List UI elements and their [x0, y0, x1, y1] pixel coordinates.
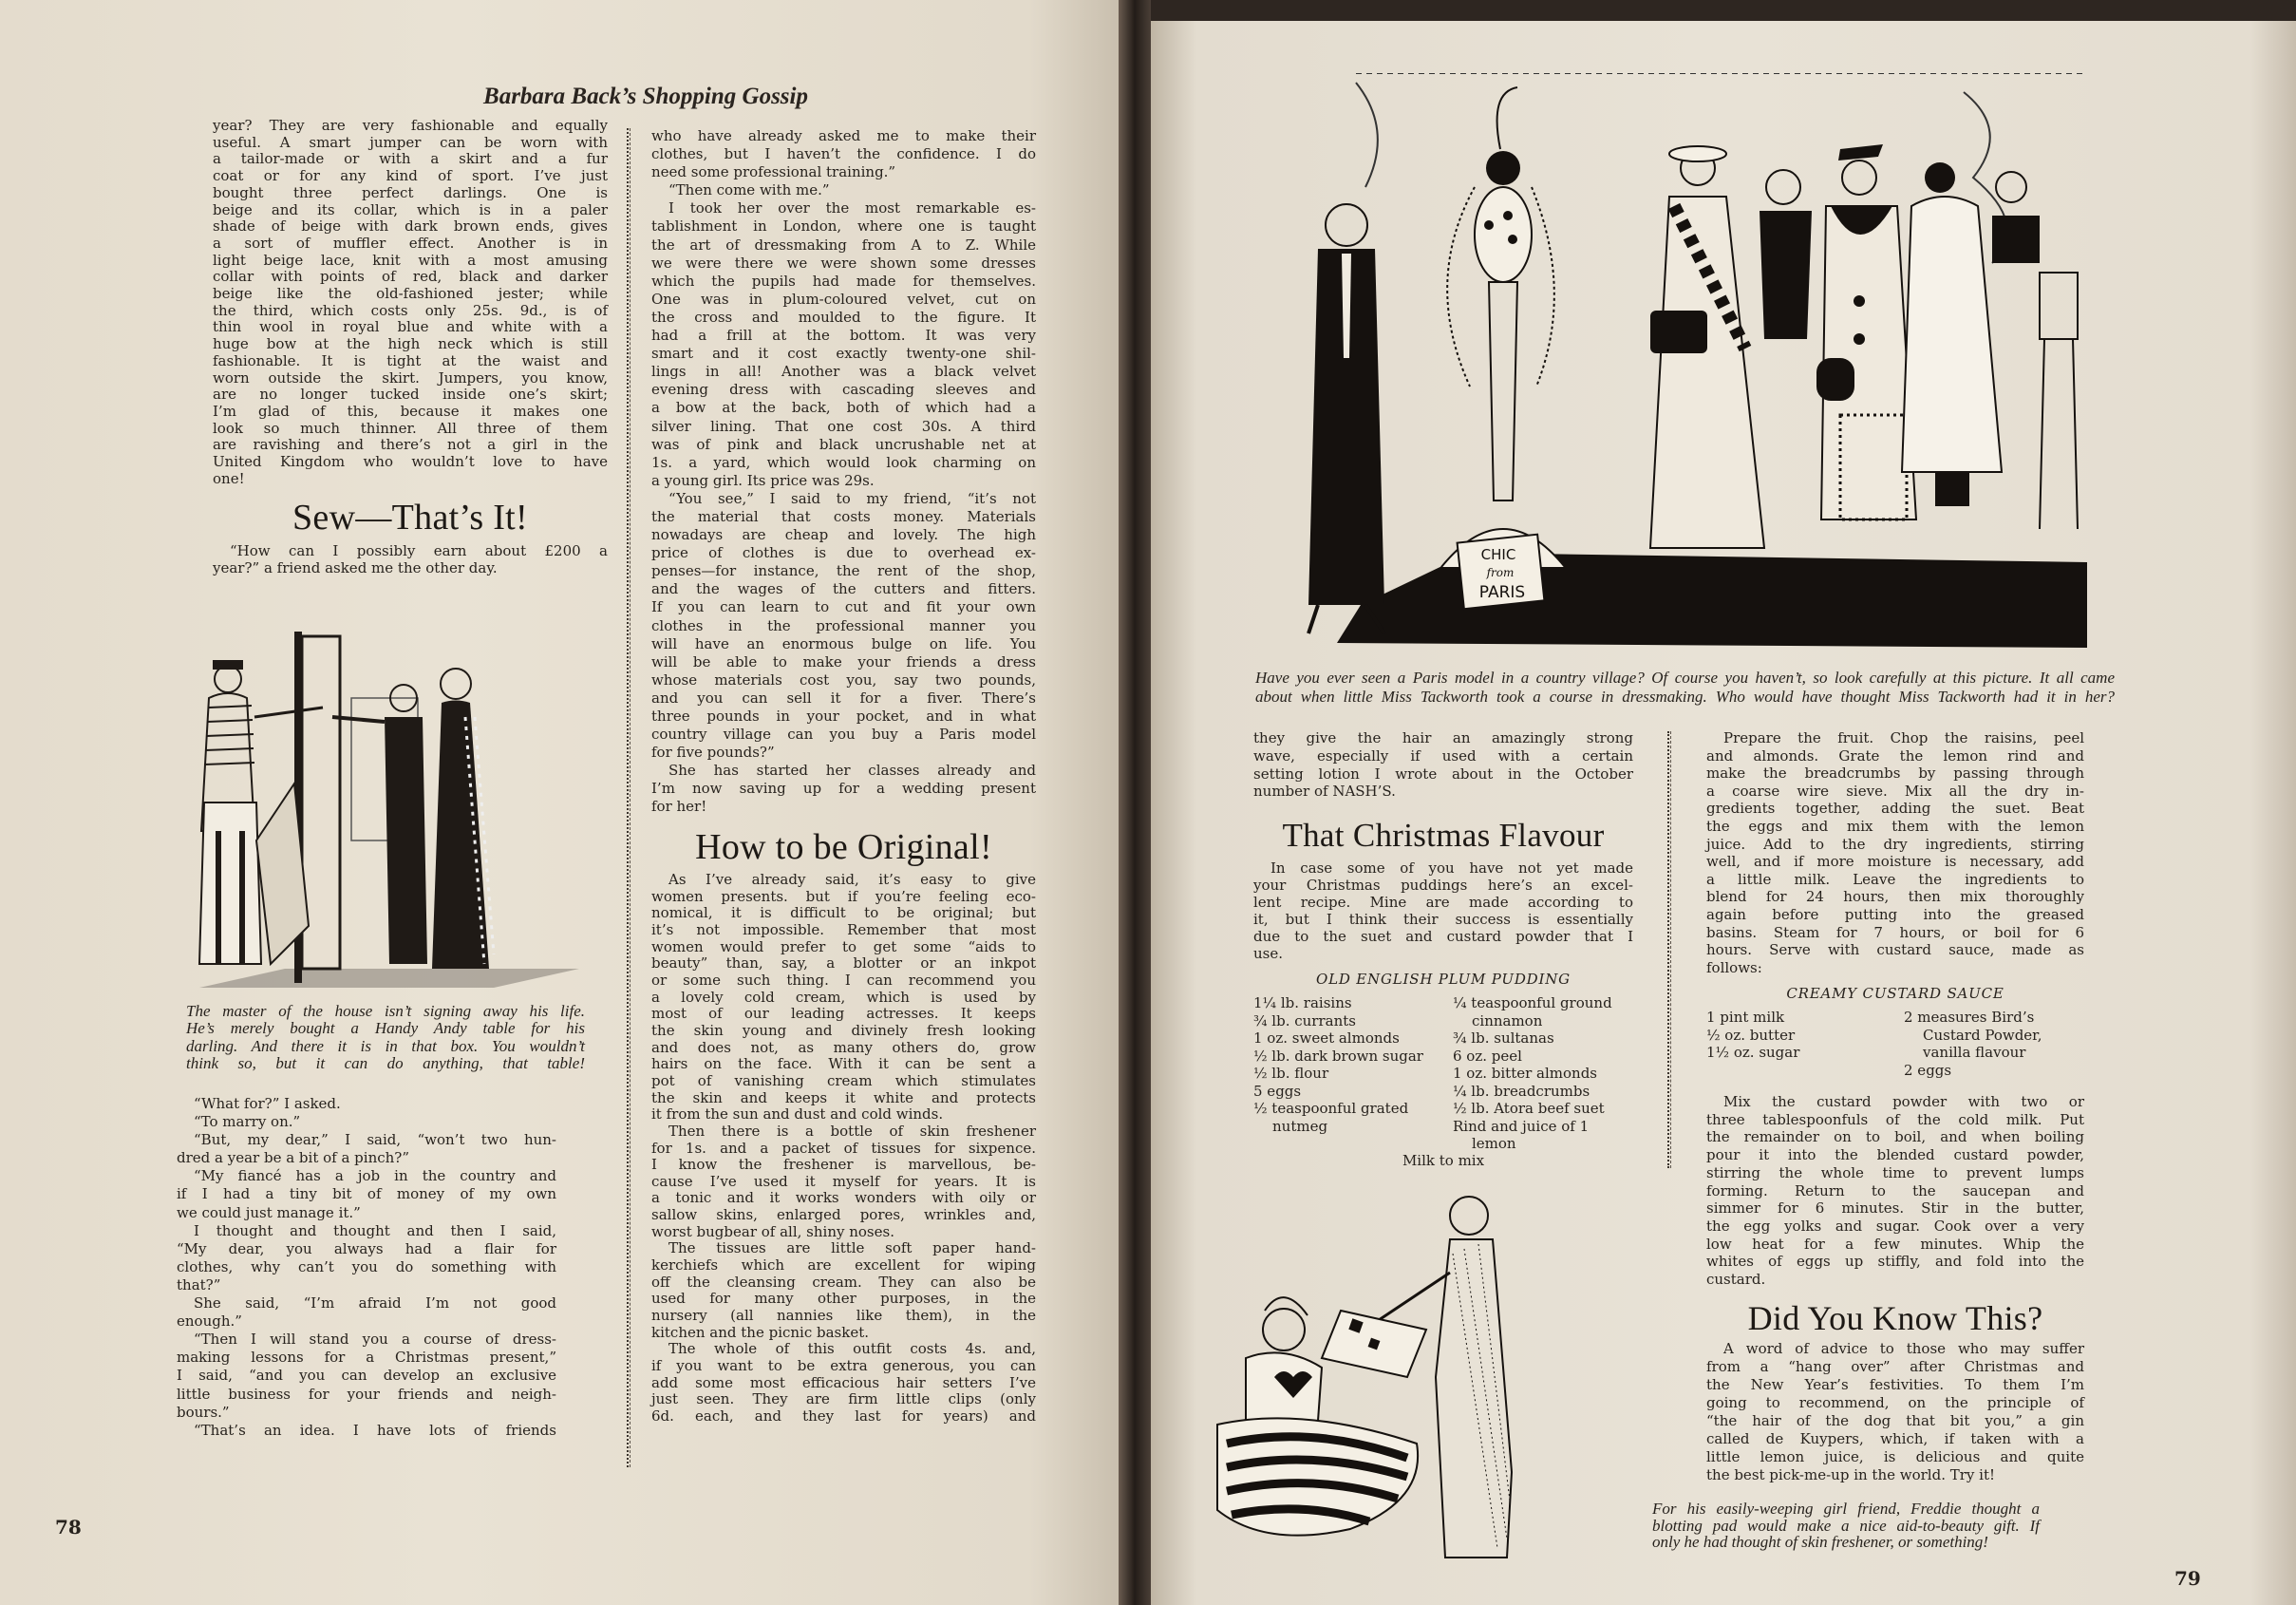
article-column: [1253, 729, 1633, 801]
ingredient: 5 eggs: [1253, 1082, 1302, 1100]
text-line: year?” a friend asked me the other day.: [213, 559, 498, 576]
text-line: setting lotion I wrote about in the October: [1253, 765, 1633, 783]
blotting-pad-illustration: [1208, 1187, 1626, 1562]
text-line: “To marry on.”: [194, 1113, 301, 1131]
text-line: the eggs and mix them with the lemon: [1706, 817, 2084, 835]
ingredient-list: [1253, 994, 1439, 1135]
text-line: they give the hair an amazingly strong: [1253, 729, 1633, 746]
text-line: three tablespoonfuls of the cold milk. Put: [1706, 1110, 2084, 1128]
ingredient: ½ lb. Atora beef suet: [1453, 1100, 1605, 1117]
text-line: thin wool in royal blue and white with a: [213, 318, 608, 336]
text-line: bought three perfect darlings. One is: [213, 183, 608, 201]
text-line: a lovely cold cream, which is used by: [651, 988, 1036, 1006]
ingredient: ¾ lb. sultanas: [1453, 1029, 1554, 1047]
text-line: “What for?” I asked.: [194, 1095, 341, 1112]
text-line: whose materials cost you, say two pounds,: [651, 670, 1036, 689]
running-head: Barbara Back’s Shopping Gossip: [483, 84, 808, 109]
text-line: will be able to make your friends a dress: [651, 652, 1036, 670]
ingredient: ½ teaspoonful grated nutmeg: [1253, 1100, 1409, 1135]
text-line: three pounds in your pocket, and in what: [651, 708, 1036, 725]
text-line: smart and it cost exactly twenty-one shil-: [651, 345, 1036, 363]
ingredient: ¼ teaspoonful ground cinnamon: [1453, 994, 1612, 1029]
text-line: The tissues are little soft paper hand-: [668, 1239, 1036, 1257]
text-line: whites of eggs up stiffly, and fold into the: [1706, 1253, 2084, 1271]
text-line: collar with points of red, black and darker: [213, 268, 608, 286]
text-line: it’s not impossible. Remember that most: [651, 920, 1036, 938]
text-line: Prepare the fruit. Chop the raisins, peel: [1723, 729, 2084, 746]
text-line: bours.”: [177, 1403, 230, 1421]
text-line: penses—for instance, the rent of the shop,: [651, 562, 1036, 580]
text-line: it, but I think their success is essentially: [1253, 911, 1633, 928]
text-line: coat or for any kind of sport. I’ve just: [213, 167, 608, 185]
text-line: worn outside the skirt. Jumpers, you know,: [213, 368, 608, 387]
text-line: clothes, but I haven’t the confidence. I do: [651, 145, 1036, 163]
text-line: tablishment in London, where one is taught: [651, 217, 1036, 236]
text-line: pot of vanishing cream which stimulates: [651, 1071, 1036, 1089]
text-line: “the hair of the dog that bit you,” a gin: [1706, 1412, 2084, 1429]
text-line: If you can learn to cut and fit your own: [651, 598, 1036, 616]
article-paragraph: [1253, 859, 1633, 962]
page-number: 79: [2174, 1567, 2201, 1590]
text-line: lings in all! Another was a black velvet: [651, 363, 1036, 381]
ingredient: 6 oz. peel: [1453, 1047, 1522, 1065]
text-line: are no longer tucked inside one’s skirt;: [213, 386, 608, 404]
text-line: United Kingdom who wouldn’t love to have: [213, 453, 608, 471]
ingredient: 1 oz. bitter almonds: [1453, 1065, 1598, 1082]
ingredient-list: [1453, 994, 1635, 1153]
text-line: one!: [213, 469, 245, 487]
text-line: for 1s. and a packet of tissues for sixpence.: [651, 1139, 1036, 1157]
text-line: “My dear, you always had a flair for: [177, 1239, 556, 1257]
text-line: clothes in the professional manner you: [651, 616, 1036, 634]
text-line: forming. Return to the saucepan and: [1706, 1181, 2084, 1199]
ingredient: 1 oz. sweet almonds: [1253, 1029, 1400, 1047]
ornamental-column-rule: [1667, 731, 1677, 1168]
ingredient: ¾ lb. currants: [1253, 1011, 1356, 1029]
text-line: low heat for a few minutes. Whip the: [1706, 1235, 2084, 1253]
text-line: price of clothes is due to overhead ex-: [651, 544, 1036, 562]
text-line: the material that costs money. Materials: [651, 507, 1036, 525]
ingredient: ½ lb. dark brown sugar: [1253, 1047, 1423, 1065]
section-heading-did-you-know: Did You Know This?: [1747, 1299, 2043, 1337]
text-line: the New Year’s festivities. To them I’m: [1706, 1376, 2084, 1393]
text-line: number of NASH’S.: [1253, 783, 1396, 801]
text-line: called de Kuypers, which, if taken with a: [1706, 1430, 2084, 1447]
text-line: if you want to be extra generous, you can: [651, 1357, 1036, 1375]
text-line: was of pink and black uncrushable net at: [651, 435, 1036, 453]
book-gutter: [1119, 0, 1151, 1605]
text-line: country village can you buy a Paris model: [651, 726, 1036, 744]
text-line: women presents. but if you’re feeling eco-: [651, 887, 1036, 905]
text-line: if I had a tiny bit of money of my own: [177, 1185, 556, 1203]
text-line: beige like the old-fashioned jester; while: [213, 285, 608, 303]
text-line: clothes, why can’t you do something with: [177, 1257, 556, 1275]
ingredient: 1¼ lb. raisins: [1253, 994, 1352, 1011]
text-line: He’s merely bought a Handy Andy table for his: [186, 1019, 585, 1038]
text-line: blotting pad would make a nice aid-to-beauty gift. If: [1652, 1516, 2040, 1535]
text-line: As I’ve already said, it’s easy to give: [668, 871, 1036, 888]
text-line: fashionable. It is tight at the waist and: [213, 351, 608, 369]
text-line: a sort of muffler effect. Another is in: [213, 234, 608, 252]
text-line: the skin and keeps it white and protects: [651, 1088, 1036, 1106]
text-line: simmer for 6 minutes. Stir in the butter,: [1706, 1199, 2084, 1218]
text-line: think so, but it can do anything, that table!: [186, 1053, 585, 1072]
text-line: lent recipe. Mine are made according to: [1253, 894, 1633, 911]
text-line: nursery (all nannies like them), in the: [651, 1307, 1036, 1325]
text-line: about when little Miss Tackworth took a course in dressmaking. Who would have thought Miss Tackworth had it in her?: [1255, 688, 2115, 706]
text-line: and does not, as many others do, grow: [651, 1038, 1036, 1056]
text-line: In case some of you have not yet made: [1270, 859, 1633, 877]
text-line: off the cleansing cream. They can also be: [651, 1273, 1036, 1291]
text-line: I know the freshener is marvellous, be-: [651, 1156, 1036, 1174]
text-line: from a “hang over” after Christmas and: [1706, 1358, 2084, 1375]
text-line: shade of beige with dark brown ends, gives: [213, 217, 608, 236]
text-line: most of our leading actresses. It keeps: [651, 1005, 1036, 1023]
text-line: follows:: [1706, 958, 1762, 976]
text-line: For his easily-weeping girl friend, Freddie thought a: [1652, 1500, 2040, 1518]
text-line: useful. A smart jumper can be worn with: [213, 133, 608, 151]
text-line: basins. Steam for 7 hours, or boil for 6: [1706, 923, 2084, 941]
section-heading-christmas: That Christmas Flavour: [1282, 817, 1605, 854]
text-line: custard.: [1706, 1271, 1766, 1289]
text-line: the cross and moulded to the figure. It: [651, 308, 1036, 326]
ingredient: ¼ lb. breadcrumbs: [1453, 1082, 1590, 1100]
text-line: we were there we were shown some dresses: [651, 254, 1036, 272]
text-line: for her!: [651, 798, 707, 816]
text-line: Then there is a bottle of skin freshener: [668, 1122, 1036, 1140]
text-line: which the pupils had made for themselves.: [651, 272, 1036, 290]
text-line: cause I’ve used it myself for years. It is: [651, 1172, 1036, 1190]
section-heading-original: How to be Original!: [695, 827, 992, 867]
text-line: nomical, it is difficult to be original; but: [651, 904, 1036, 922]
article-column: [651, 872, 1036, 1426]
section-heading-sew: Sew—That’s It!: [292, 498, 528, 538]
illustration-caption: [1255, 669, 2115, 707]
ingredient-list: [1904, 1009, 2084, 1079]
text-line: The whole of this outfit costs 4s. and,: [668, 1340, 1036, 1358]
article-paragraph: [213, 542, 608, 576]
text-line: The master of the house isn’t signing away his life.: [186, 1002, 585, 1020]
text-line: Mix the custard powder with two or: [1723, 1093, 2084, 1110]
text-line: worst bugbear of all, shiny noses.: [651, 1222, 894, 1240]
text-line: gredients together, adding the suet. Beat: [1706, 800, 2084, 818]
text-line: little business for your friends and neigh-: [177, 1385, 556, 1403]
text-line: evening dress with cascading sleeves and: [651, 381, 1036, 399]
text-line: I said, “and you can develop an exclusive: [177, 1367, 556, 1385]
text-line: beige and its collar, which is in a paler: [213, 200, 608, 218]
text-line: look so much thinner. All three of them: [213, 419, 608, 437]
text-line: we could just manage it.”: [177, 1203, 361, 1221]
text-line: “Then I will stand you a course of dress-: [194, 1331, 556, 1349]
article-column: [213, 118, 608, 487]
article-column: [1706, 729, 2084, 976]
recipe-title: OLD ENGLISH PLUM PUDDING: [1316, 971, 1571, 988]
text-line: huge bow at the high neck which is still: [213, 335, 608, 353]
text-line: I’m glad of this, because it makes one: [213, 402, 608, 420]
text-line: “My fiancé has a job in the country and: [194, 1167, 556, 1185]
text-line: the remainder on to boil, and when boiling: [1706, 1128, 2084, 1146]
chic-sign-line: PARIS: [1478, 583, 1526, 602]
text-line: a bow at the back, both of which had a: [651, 399, 1036, 417]
page-edge: [1151, 0, 2296, 21]
text-line: nowadays are cheap and lovely. The high: [651, 526, 1036, 544]
text-line: just seen. They are firm little clips (only: [651, 1390, 1036, 1408]
text-line: enough.”: [177, 1312, 242, 1331]
text-line: are ravishing and there’s not a girl in the: [213, 436, 608, 454]
text-line: a tailor-made or with a skirt and a fur: [213, 150, 608, 168]
text-line: “Then come with me.”: [668, 181, 830, 199]
text-line: “How can I possibly earn about £200 a: [230, 542, 608, 559]
text-line: She has started her classes already and: [668, 762, 1036, 780]
illustration-caption: [1652, 1501, 2040, 1551]
text-line: again before putting into the greased: [1706, 905, 2084, 923]
text-line: it from the sun and dust and cold winds.: [651, 1105, 944, 1124]
text-line: blend for 24 hours, then mix thoroughly: [1706, 888, 2084, 906]
text-line: women would prefer to get some “aids to: [651, 937, 1036, 955]
article-paragraph: [1706, 1093, 2084, 1289]
text-line: well, and if more moisture is necessary, add: [1706, 853, 2084, 871]
text-line: A word of advice to those who may suffer: [1723, 1340, 2084, 1357]
text-line: little lemon juice, is delicious and quite: [1706, 1448, 2084, 1465]
illustration-caption: [186, 1003, 585, 1072]
text-line: a little milk. Leave the ingredients to: [1706, 870, 2084, 888]
ingredient: 2 eggs: [1904, 1061, 1952, 1079]
text-line: your Christmas puddings here’s an excel-: [1253, 877, 1633, 894]
ingredient: ½ lb. flour: [1253, 1065, 1329, 1082]
text-line: the skin young and divinely fresh looking: [651, 1021, 1036, 1039]
text-line: or some such thing. I can recommend you: [651, 971, 1036, 989]
ingredient: ½ oz. butter: [1706, 1026, 1796, 1044]
text-line: kerchiefs which are excellent for wiping: [651, 1256, 1036, 1275]
chic-sign-line: from: [1486, 566, 1515, 579]
text-line: 6d. each, and they last for years) and: [651, 1407, 1036, 1425]
text-line: a tonic and it works wonders with oily or: [651, 1189, 1036, 1207]
text-line: One was in plum-coloured velvet, cut on: [651, 290, 1036, 308]
text-line: the third, which costs only 25s. 9d., is of: [213, 301, 608, 319]
text-line: and you can sell it for a fiver. There’s: [651, 689, 1036, 707]
chic-sign-line: CHIC: [1480, 546, 1516, 563]
text-line: the art of dressmaking from A to Z. While: [651, 236, 1036, 254]
text-line: year? They are very fashionable and equally: [213, 117, 608, 134]
text-line: use.: [1253, 945, 1284, 962]
text-line: due to the suet and custard powder that I: [1253, 928, 1633, 945]
text-line: kitchen and the picnic basket.: [651, 1323, 870, 1341]
text-line: wave, especially if used with a certain: [1253, 746, 1633, 765]
text-line: dred a year be a bit of a pinch?”: [177, 1149, 410, 1167]
recipe-footer: Milk to mix: [1402, 1152, 1485, 1169]
article-paragraph: [1706, 1340, 2084, 1484]
text-line: who have already asked me to make their: [651, 127, 1036, 144]
text-line: “That’s an idea. I have lots of friends: [194, 1421, 556, 1439]
text-line: She said, “I’m afraid I’m not good: [194, 1294, 556, 1312]
text-line: I thought and thought and then I said,: [194, 1221, 556, 1239]
text-line: add some most efficacious hair setters I’ve: [651, 1373, 1036, 1391]
ornamental-column-rule: [627, 128, 636, 1467]
text-line: silver lining. That one cost 30s. A third: [651, 417, 1036, 435]
text-line: a young girl. Its price was 29s.: [651, 471, 875, 489]
text-line: and almonds. Grate the lemon rind and: [1706, 746, 2084, 765]
text-line: making lessons for a Christmas present,”: [177, 1349, 556, 1367]
text-line: juice. Add to the dry ingredients, stirring: [1706, 835, 2084, 853]
text-line: hairs on the face. With it can be sent a: [651, 1055, 1036, 1073]
text-line: darling. And there it is in that box. You wouldn’t: [186, 1036, 585, 1055]
text-line: for five pounds?”: [651, 744, 775, 762]
text-line: used for many other purposes, in the: [651, 1290, 1036, 1308]
text-line: sallow skins, enlarged pores, wrinkles and,: [651, 1206, 1036, 1224]
text-line: stirring the whole time to prevent lumps: [1706, 1163, 2084, 1181]
text-line: hours. Serve with custard sauce, made as: [1706, 941, 2084, 959]
text-line: 1s. a yard, which would look charming on: [651, 453, 1036, 471]
article-column: [651, 127, 1036, 817]
ingredient: 2 measures Bird’s Custard Powder, vanilla flavour: [1904, 1009, 2042, 1061]
recipe-title: CREAMY CUSTARD SAUCE: [1786, 985, 2004, 1002]
page-number: 78: [55, 1516, 82, 1539]
text-line: pour it into the blended custard powder,: [1706, 1146, 2084, 1164]
ingredient: 1 pint milk: [1706, 1009, 1785, 1026]
ingredient: Rind and juice of 1 lemon: [1453, 1117, 1590, 1152]
text-line: had a frill at the bottom. It was very: [651, 327, 1036, 345]
text-line: the best pick-me-up in the world. Try it!: [1706, 1466, 1996, 1483]
text-line: beauty” than, say, a blotter or an inkpot: [651, 954, 1036, 972]
text-line: going to recommend, on the principle of: [1706, 1394, 2084, 1411]
text-line: Have you ever seen a Paris model in a country village? Of course you haven’t, so look carefully at this picture. It all came: [1255, 669, 2115, 687]
text-line: need some professional training.”: [651, 163, 896, 181]
text-line: I’m now saving up for a wedding present: [651, 780, 1036, 798]
butler-couple-illustration: [180, 613, 589, 1002]
paris-model-illustration: [1252, 73, 2106, 662]
text-line: the egg yolks and sugar. Cook over a very: [1706, 1217, 2084, 1235]
text-line: that?”: [177, 1275, 221, 1293]
text-line: “But, my dear,” I said, “won’t two hun-: [194, 1131, 556, 1149]
text-line: “You see,” I said to my friend, “it’s not: [668, 489, 1036, 507]
text-line: only he had thought of skin freshener, or something!: [1652, 1533, 1988, 1551]
ingredient: 1½ oz. sugar: [1706, 1044, 1800, 1061]
text-line: make the breadcrumbs by passing through: [1706, 765, 2084, 783]
text-line: will have an enormous bulge on life. You: [651, 634, 1036, 652]
text-line: light beige lace, knit with a most amusing: [213, 251, 608, 269]
text-line: I took her over the most remarkable es-: [668, 199, 1036, 217]
text-line: a coarse wire sieve. Mix all the dry in-: [1706, 782, 2084, 800]
text-line: and the wages of the cutters and fitters.: [651, 580, 1036, 598]
ingredient-list: [1706, 1009, 1887, 1062]
article-column: [177, 1095, 556, 1440]
